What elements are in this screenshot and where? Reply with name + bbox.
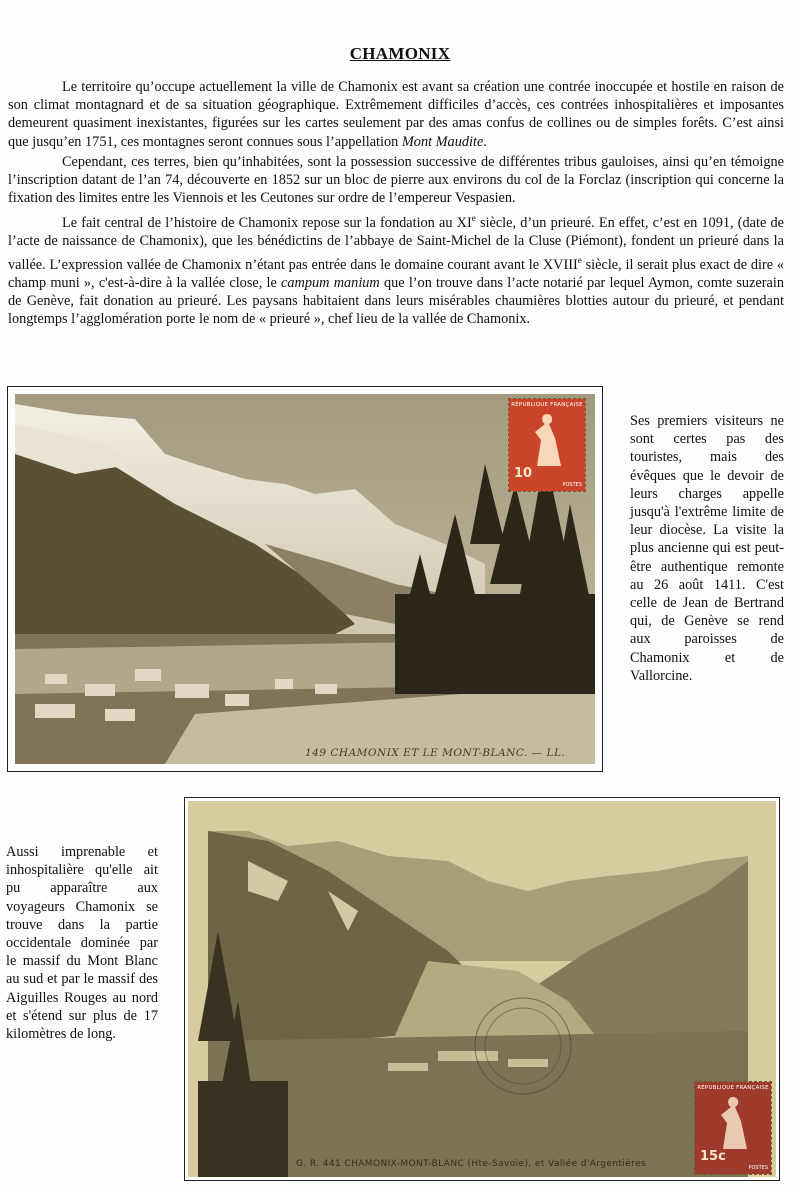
intro-text: [8, 78, 784, 328]
postcard-chamonix-mont-blanc: [7, 386, 603, 772]
postage-stamp-2: RÉPUBLIQUE FRANÇAISE 15c POSTES: [694, 1081, 772, 1175]
side-text-1: Ses premiers visiteurs ne sont certes pas des touristes, mais des évêques que le devoir de leurs charges appelle jusqu'à l'extrême limite de leur diocèse. La visite la plus ancienne qui est peut-être authentique remonte au 26 août 1411. C'est celle de Jean de Bertrand qui, de Genève se rend aux paroisses de Chamonix et de Vallorcine.: [630, 413, 784, 684]
paragraph-1: Le territoire qu’occupe actuellement la ville de Chamonix est avant sa création une contrée inoccupée et hostile en raison de son climat montagnard et de sa situation géographique. Extrêmement difficiles d’accès, ces contrées inhospitalières et imposantes demeurent quasiment inexistantes, figurées sur les cartes seulement par des amas confus de collines ou de simples forêts. C’est ainsi que jusqu’en 1751, ces montagnes seront connues sous l’appellation Mont Maudite.: [8, 79, 784, 150]
page-title: CHAMONIX: [349, 44, 451, 63]
sower-figure-icon: [713, 1093, 753, 1153]
postcard-1-photo: [15, 394, 595, 764]
valley-illustration-2: [188, 801, 776, 1177]
sower-figure-icon: [527, 410, 567, 470]
side-text-2: Aussi imprenable et inhospitalière qu'elle ait pu apparaître aux voyageurs Chamonix se trouve dans la partie occidentale dominée par le massif du Mont Blanc au sud et par le massif des Aiguilles Rouges au nord et s'étend sur plus de 17 kilomètres de long.: [6, 844, 158, 1043]
paragraph-3: Le fait central de l’histoire de Chamonix repose sur la fondation au XIe siècle, d’un prieuré. En effet, c’est en 1091, (date de l’acte de naissance de Chamonix), que les bénédictins de l’abbaye de Saint-Michel de la Cluse (Piémont), fondent un prieuré dans la vallée. L’expression vallée de Chamonix n’étant pas entrée dans le domaine courant avant le XVIIIe siècle, il serait plus exact de dire « champ muni », c'est-à-dire à la vallée close, le campum manium que l’on trouve dans l’acte notarié par lequel Aymon, comte suzerain de Genève, fait donation au prieuré. Les paysans habitaient dans leurs misérables chaumières blotties autour du prieuré, et pendant longtemps l’agglomération porte le nom de « prieuré », chef lieu de la vallée de Chamonix.: [8, 213, 785, 327]
postcard-1-caption: 149 CHAMONIX ET LE MONT-BLANC. — LL.: [305, 747, 566, 759]
paragraph-2: Cependant, ces terres, bien qu’inhabitées, sont la possession successive de différentes tribus gauloises, ainsi qu’en témoigne l’inscription datant de l’an 74, découverte en 1852 sur un bloc de pierre aux environs du col de la Forclaz (inscription qui concerne la fixation des limites entre les Viennois et les Ceutones sur ordre de l’empereur Vespasien.: [8, 153, 784, 207]
postcard-2-caption: G. R. 441 CHAMONIX-MONT-BLANC (Hte-Savoie), et Vallée d'Argentières: [296, 1159, 647, 1169]
postcard-2-photo: [188, 801, 776, 1177]
postage-stamp-1: RÉPUBLIQUE FRANÇAISE 10 POSTES: [508, 398, 586, 492]
postcard-chamonix-vallee-argentieres: [184, 797, 780, 1181]
